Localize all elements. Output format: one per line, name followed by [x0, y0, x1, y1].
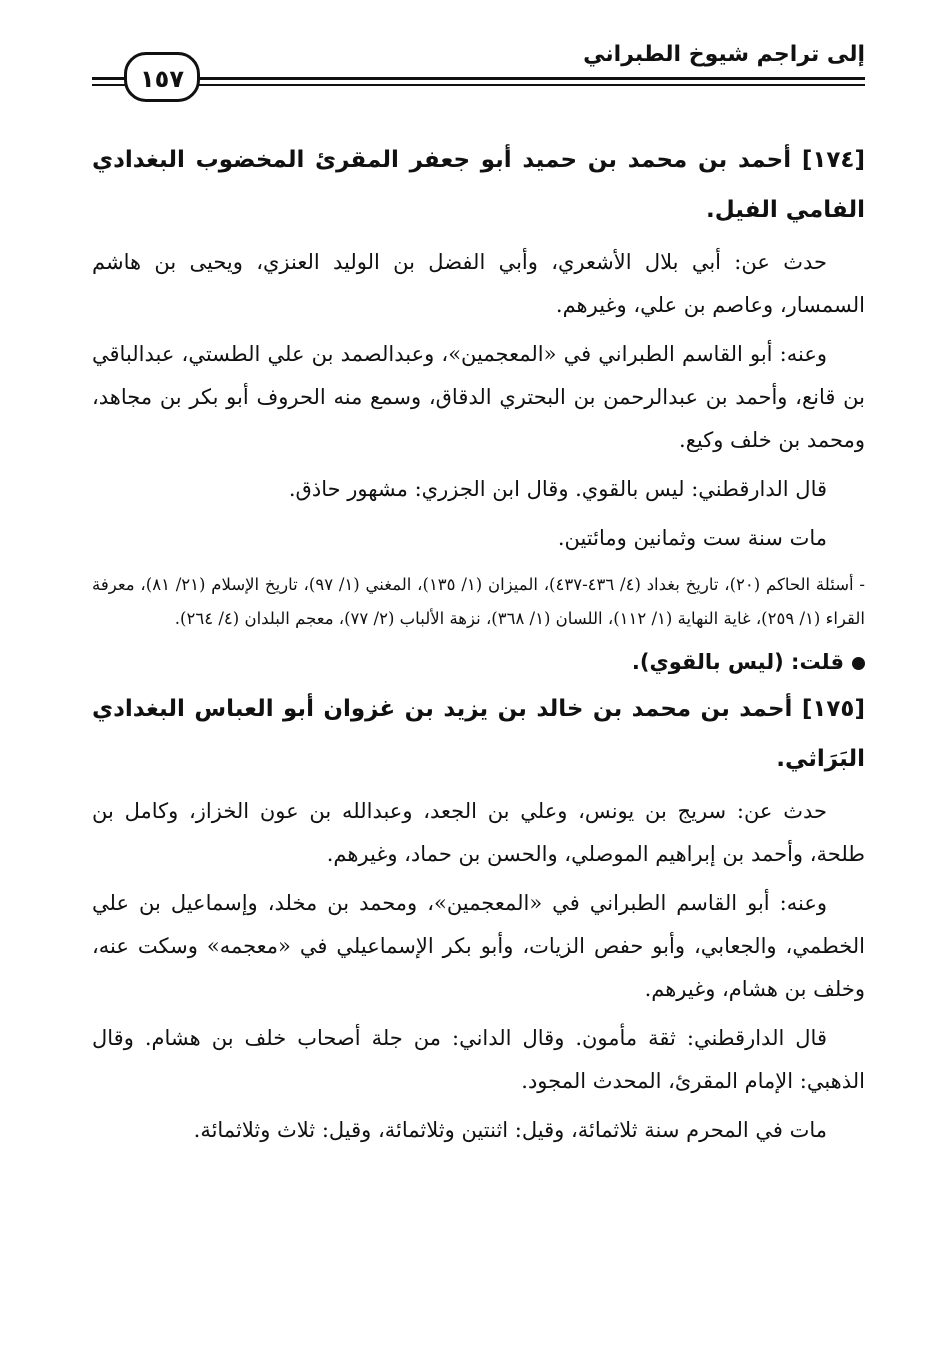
grading: قال الدارقطني: ليس بالقوي. وقال ابن الجزري: مشهور حاذق.: [288, 477, 827, 501]
header-rule-thin: [92, 84, 865, 86]
death-date: مات في المحرم سنة ثلاثمائة، وقيل: اثنتين وثلاثمائة، وقيل: ثلاث وثلاثمائة.: [193, 1118, 827, 1142]
page-body: [92, 135, 865, 1152]
note-text: قلت: (ليس بالقوي).: [631, 650, 844, 674]
running-title: إلى تراجم شيوخ الطبراني: [583, 42, 865, 67]
entry-title: [١٧٤] أحمد بن محمد بن حميد أبو جعفر المقرئ المخضوب البغدادي الفامي الفيل.: [92, 147, 865, 223]
bullet-icon: [852, 657, 865, 670]
author-note: [92, 640, 865, 684]
death-date: مات سنة ست وثمانين ومائتين.: [557, 526, 827, 550]
narrators: وعنه: أبو القاسم الطبراني في «المعجمين»، ومحمد بن مخلد، وإسماعيل بن علي الخطمي، والجعابي، وأبو حفص الزيات، وأبو بكر الإسماعيلي في «معجمه» وسكت عنه، وخلف بن هشام، وغيرهم.: [92, 891, 865, 1001]
header-rule: [92, 77, 865, 80]
narrated-from: حدث عن: أبي بلال الأشعري، وأبي الفضل بن الوليد العنزي، ويحيى بن هاشم السمسار، وعاصم بن علي، وغيرهم.: [92, 250, 865, 317]
narrators: وعنه: أبو القاسم الطبراني في «المعجمين»، وعبدالصمد بن علي الطستي، عبدالباقي بن قانع، وأحمد بن عبدالرحمن بن البحتري الدقاق، وسمع منه الحروف أبو بكر بن مجاهد، ومحمد بن خلف وكيع.: [92, 342, 865, 452]
entry-title: [١٧٥] أحمد بن محمد بن خالد بن يزيد بن غزوان أبو العباس البغدادي البَرَاثي.: [92, 696, 865, 772]
grading: قال الدارقطني: ثقة مأمون. وقال الداني: من جلة أصحاب خلف بن هشام. وقال الذهبي: الإمام المقرئ، المحدث المجود.: [92, 1026, 865, 1093]
entry-174: [92, 135, 865, 684]
references: - أسئلة الحاكم (٢٠)، تاريخ بغداد (٤/ ٤٣٦-٤٣٧)، الميزان (١/ ١٣٥)، المغني (١/ ٩٧)، تاريخ الإسلام (٢١/ ٨١)، معرفة القراء (١/ ٢٥٩)، غاية النهاية (١/ ١١٢)، اللسان (١/ ٣٦٨)، نزهة الألباب (٢/ ٧٧)، معجم البلدان (٤/ ٢٦٤).: [92, 575, 865, 628]
page-number: ١٥٧: [124, 52, 200, 102]
entry-175: [92, 684, 865, 1152]
narrated-from: حدث عن: سريج بن يونس، وعلي بن الجعد، وعبدالله بن عون الخزاز، وكامل بن طلحة، وأحمد بن إبراهيم الموصلي، والحسن بن حماد، وغيرهم.: [92, 799, 865, 866]
page-header: [92, 30, 865, 110]
